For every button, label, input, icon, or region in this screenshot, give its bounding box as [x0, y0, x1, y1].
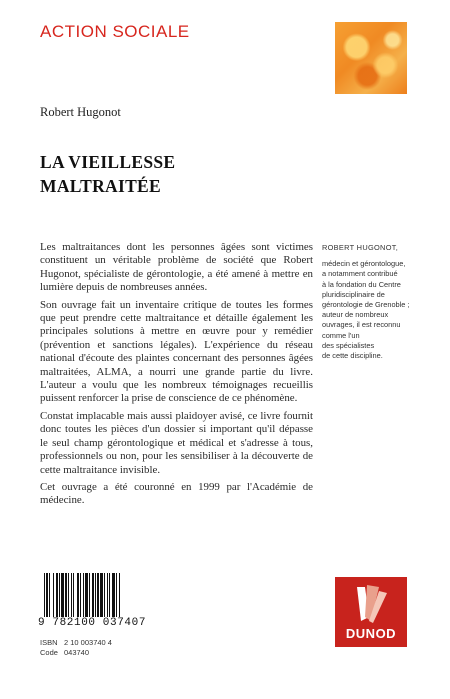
- author-name: Robert Hugonot: [40, 105, 121, 119]
- barcode-digits: 9 782100 037407: [38, 617, 150, 629]
- title-line-2: MALTRAITÉE: [40, 176, 161, 196]
- code-row: [40, 648, 112, 658]
- book-title: [40, 150, 175, 198]
- barcode-bars: [38, 573, 150, 619]
- isbn-value: 2 10 003740 4: [64, 638, 112, 647]
- blurb-paragraph-4: Cet ouvrage a été couronné en 1999 par l'Académie de médecine.: [40, 480, 313, 507]
- author-bio-name: ROBERT HUGONOT,: [322, 243, 399, 252]
- collection-name: ACTION SOCIALE: [40, 22, 190, 41]
- code-value: 043740: [64, 648, 90, 657]
- isbn-row: [40, 638, 112, 648]
- barcode: [38, 573, 150, 631]
- code-label: Code: [40, 648, 58, 657]
- blurb-paragraph-3: Constat implacable mais aussi plaidoyer avisé, ce livre fournit donc toutes les pièces d'un dossier si important qu'il dépasse le seul champ gérontologique et médical et s'adresse à tous, professionnels ou non, pour les sensibiliser à la découverte de cette maltraitance invisible.: [40, 409, 313, 476]
- publisher-logo: [335, 577, 407, 647]
- publisher-name: DUNOD: [345, 626, 397, 641]
- author-bio-text: médecin et gérontologue, a notamment contribué à la fondation du Centre pluridisciplinaire de gérontologie de Grenoble ; auteur de nombreux ouvrages, il est reconnu comme l'un des spécialistes de cette discipline.: [322, 259, 410, 361]
- blurb-paragraph-1: Les maltraitances dont les personnes âgées sont victimes constituent un véritable problème de société que Robert Hugonot, spécialiste de gérontologie, a été amené à mettre en lumière depuis de nombreuses années.: [40, 241, 313, 294]
- author-bio: [322, 243, 422, 361]
- cover-art-thumbnail: [335, 22, 407, 94]
- isbn-label: ISBN: [40, 638, 58, 647]
- title-line-1: LA VIEILLESSE: [40, 152, 176, 172]
- product-codes: [40, 638, 112, 658]
- blurb: [40, 241, 313, 512]
- blurb-paragraph-2: Son ouvrage fait un inventaire critique de toutes les formes que peut prendre cette maltraitance et détaille également les principales solutions à mettre en œuvre pour y remédier (prévention et sanctions légales). L'expérience du réseau national d'écoute des plaintes concernant des personnes âgées maltraitées, ALMA, a nourri une grande partie du livre. L'auteur a voulu que les nombreux témoignages recueillis puissent renforcer la prise de conscience de ce phénomène.: [40, 298, 313, 405]
